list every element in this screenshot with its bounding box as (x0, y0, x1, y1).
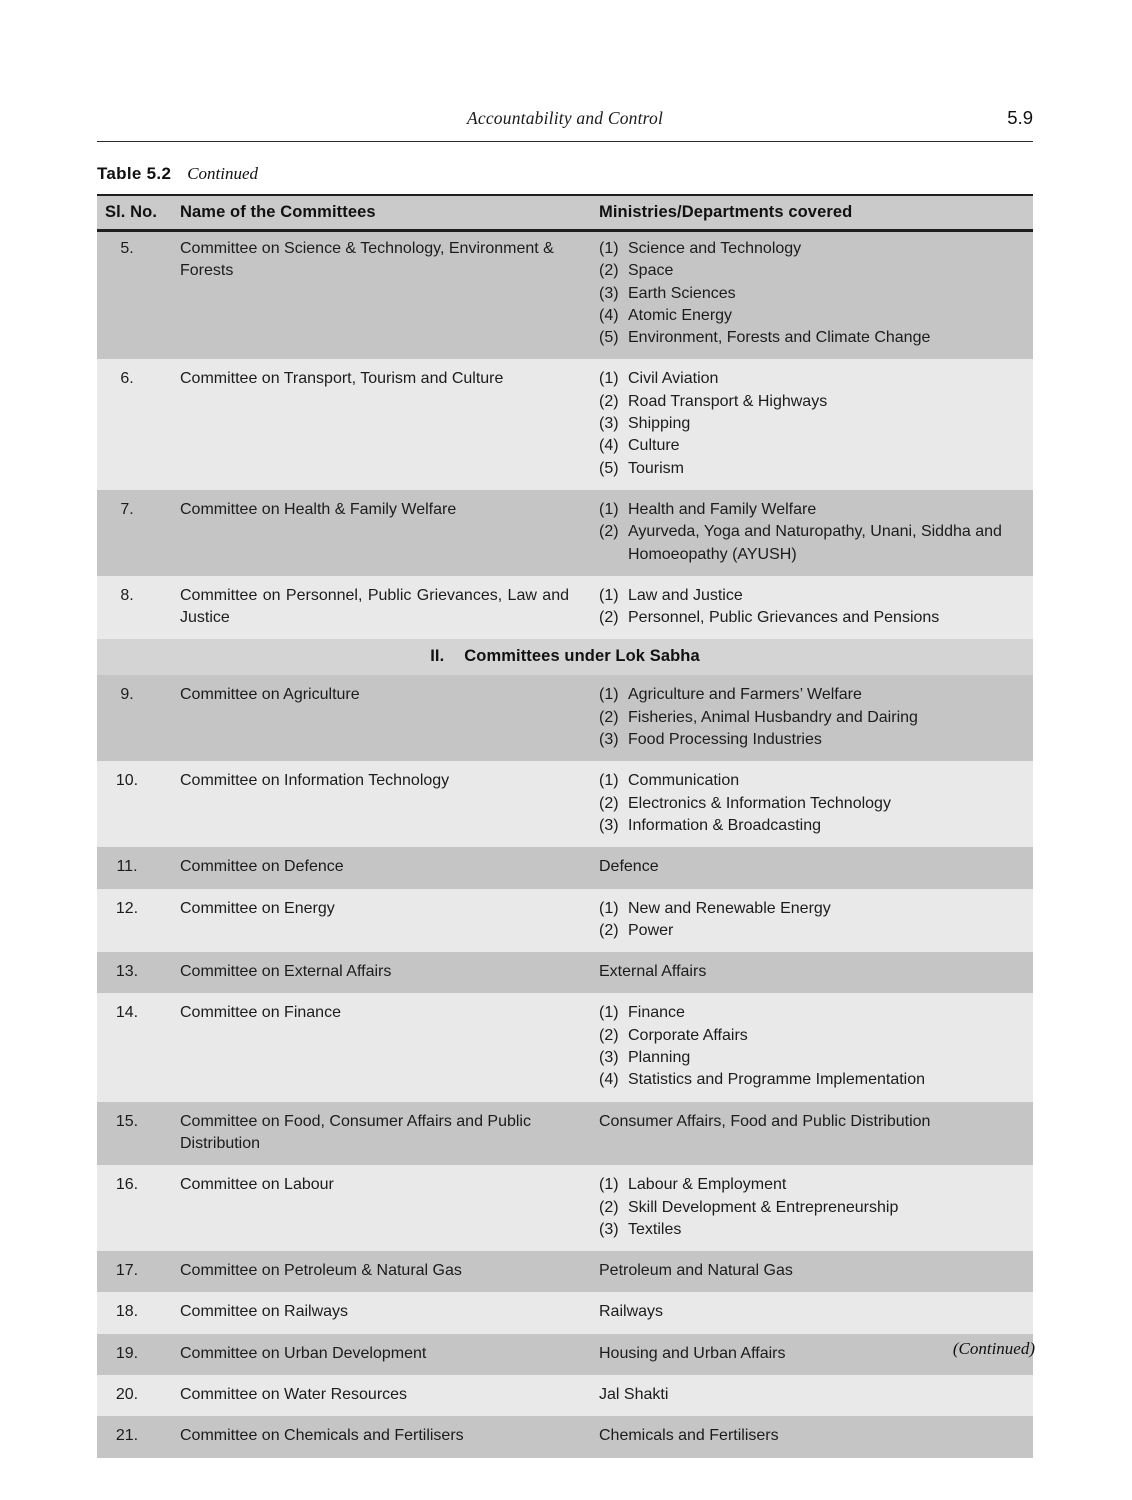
ministry-item: (2) Power (599, 920, 1025, 942)
ministry-item: (4) Culture (599, 435, 1025, 457)
ministry-item: Railways (599, 1303, 664, 1321)
ministry-item-number: (1) (599, 686, 619, 704)
cell-committee-name: Committee on Petroleum & Natural Gas (175, 1251, 595, 1292)
parliamentary-committees-table (97, 196, 1033, 1458)
cell-ministries (595, 1292, 1033, 1333)
ministry-item: (2) Space (599, 260, 1025, 282)
ministry-item-number: (2) (599, 262, 619, 280)
ministry-list (599, 585, 1025, 630)
ministry-item-number: (5) (599, 459, 619, 477)
cell-ministries (595, 1102, 1033, 1166)
cell-committee-name: Committee on Science & Technology, Environment & Forests (175, 229, 595, 359)
ministry-list (599, 684, 1025, 751)
ministry-item: (3) Shipping (599, 413, 1025, 435)
table-head (97, 196, 1033, 229)
cell-ministries (595, 1251, 1033, 1292)
column-header-committee-name: Name of the Committees (175, 196, 595, 229)
table-body (97, 229, 1033, 1458)
table-row (97, 1375, 1033, 1416)
cell-committee-name: Committee on Information Technology (175, 761, 595, 847)
ministry-item-number: (4) (599, 306, 619, 324)
ministry-item-number: (3) (599, 284, 619, 302)
cell-ministries (595, 761, 1033, 847)
cell-committee-name: Committee on Finance (175, 993, 595, 1101)
ministry-item: Petroleum and Natural Gas (599, 1262, 793, 1280)
ministry-list (599, 368, 1025, 479)
ministry-item-number: (3) (599, 816, 619, 834)
table-section-row (97, 639, 1033, 675)
table-caption (97, 164, 258, 184)
ministry-item: (2) Electronics & Information Technology (599, 793, 1025, 815)
running-head (97, 108, 1033, 142)
ministry-item-number: (2) (599, 1198, 619, 1216)
ministry-item: Housing and Urban Affairs (599, 1344, 786, 1362)
cell-sl-no: 19. (97, 1334, 175, 1375)
cell-sl-no: 5. (97, 229, 175, 359)
ministry-item-number: (2) (599, 708, 619, 726)
ministry-item: (1) Law and Justice (599, 585, 1025, 607)
ministry-item: (3) Information & Broadcasting (599, 815, 1025, 837)
table-row (97, 490, 1033, 576)
ministry-item-number: (2) (599, 794, 619, 812)
table-row (97, 761, 1033, 847)
table-container (97, 194, 1033, 1458)
ministry-item: (2) Road Transport & Highways (599, 391, 1025, 413)
ministry-item: (1) Agriculture and Farmers’ Welfare (599, 684, 1025, 706)
cell-ministries (595, 359, 1033, 489)
cell-ministries (595, 1375, 1033, 1416)
ministry-item-number: (3) (599, 731, 619, 749)
table-header-row (97, 196, 1033, 229)
ministry-item: (3) Earth Sciences (599, 283, 1025, 305)
ministry-item: Chemicals and Fertilisers (599, 1427, 779, 1445)
cell-committee-name: Committee on Food, Consumer Affairs and Public Distribution (175, 1102, 595, 1166)
cell-ministries (595, 952, 1033, 993)
ministry-item: (1) Civil Aviation (599, 368, 1025, 390)
ministry-item-number: (1) (599, 1176, 619, 1194)
cell-ministries (595, 576, 1033, 640)
ministry-item: (3) Food Processing Industries (599, 729, 1025, 751)
ministry-item-number: (3) (599, 415, 619, 433)
ministry-item: (5) Environment, Forests and Climate Change (599, 327, 1025, 349)
cell-ministries (595, 490, 1033, 576)
cell-sl-no: 7. (97, 490, 175, 576)
running-head-rule (97, 141, 1033, 142)
cell-committee-name: Committee on Health & Family Welfare (175, 490, 595, 576)
ministry-item-number: (1) (599, 772, 619, 790)
ministry-item-number: (3) (599, 1049, 619, 1067)
ministry-item: (1) Health and Family Welfare (599, 499, 1025, 521)
ministry-item: (4) Atomic Energy (599, 305, 1025, 327)
ministry-item-number: (1) (599, 1004, 619, 1022)
ministry-item-number: (2) (599, 921, 619, 939)
cell-sl-no: 10. (97, 761, 175, 847)
ministry-item: (2) Personnel, Public Grievances and Pensions (599, 607, 1025, 629)
cell-ministries (595, 675, 1033, 761)
ministry-list (599, 1002, 1025, 1091)
ministry-item-number: (2) (599, 609, 619, 627)
cell-sl-no: 12. (97, 889, 175, 953)
ministry-item: (2) Fisheries, Animal Husbandry and Dairing (599, 707, 1025, 729)
cell-committee-name: Committee on Urban Development (175, 1334, 595, 1375)
ministry-item: (3) Textiles (599, 1219, 1025, 1241)
ministry-item: (1) Science and Technology (599, 238, 1025, 260)
ministry-item-number: (5) (599, 329, 619, 347)
cell-sl-no: 17. (97, 1251, 175, 1292)
ministry-item: (1) Labour & Employment (599, 1174, 1025, 1196)
ministry-list (599, 770, 1025, 837)
footer-continued-note: (Continued) (952, 1339, 1035, 1358)
page-number: 5.9 (1007, 107, 1033, 128)
table-caption-continued: Continued (187, 164, 259, 183)
ministry-item: (4) Statistics and Programme Implementation (599, 1069, 1025, 1091)
ministry-item-number: (4) (599, 437, 619, 455)
ministry-item-number: (1) (599, 586, 619, 604)
cell-sl-no: 21. (97, 1416, 175, 1457)
table-row (97, 1165, 1033, 1251)
ministry-item: (1) Finance (599, 1002, 1025, 1024)
cell-committee-name: Committee on Energy (175, 889, 595, 953)
ministry-item: (2) Skill Development & Entrepreneurship (599, 1197, 1025, 1219)
ministry-item-number: (2) (599, 392, 619, 410)
ministry-item: External Affairs (599, 963, 707, 981)
column-header-sl-no: Sl. No. (97, 196, 175, 229)
section-heading (97, 639, 1033, 675)
section-number: II. (430, 647, 445, 666)
ministry-item: Jal Shakti (599, 1385, 669, 1403)
cell-committee-name: Committee on Water Resources (175, 1375, 595, 1416)
table-row (97, 229, 1033, 359)
ministry-item: Defence (599, 858, 659, 876)
cell-sl-no: 20. (97, 1375, 175, 1416)
cell-ministries (595, 1165, 1033, 1251)
ministry-item-number: (3) (599, 1220, 619, 1238)
column-header-ministries: Ministries/Departments covered (595, 196, 1033, 229)
cell-ministries (595, 889, 1033, 953)
cell-sl-no: 11. (97, 847, 175, 888)
cell-committee-name: Committee on Labour (175, 1165, 595, 1251)
cell-committee-name: Committee on Personnel, Public Grievances, Law and Justice (175, 576, 595, 640)
ministry-item-number: (1) (599, 899, 619, 917)
ministry-item: Consumer Affairs, Food and Public Distribution (599, 1112, 931, 1130)
table-caption-label: Table 5.2 (97, 164, 172, 183)
cell-committee-name: Committee on Transport, Tourism and Culture (175, 359, 595, 489)
table-row (97, 359, 1033, 489)
cell-sl-no: 13. (97, 952, 175, 993)
cell-sl-no: 14. (97, 993, 175, 1101)
ministry-item-number: (2) (599, 1026, 619, 1044)
ministry-item: (1) Communication (599, 770, 1025, 792)
cell-sl-no: 16. (97, 1165, 175, 1251)
table-row (97, 1102, 1033, 1166)
table-row (97, 993, 1033, 1101)
cell-committee-name: Committee on Chemicals and Fertilisers (175, 1416, 595, 1457)
cell-ministries (595, 847, 1033, 888)
ministry-item-number: (1) (599, 500, 619, 518)
table-row (97, 1251, 1033, 1292)
cell-sl-no: 8. (97, 576, 175, 640)
table-row (97, 847, 1033, 888)
table-row (97, 1292, 1033, 1333)
ministry-item: (3) Planning (599, 1047, 1025, 1069)
table-row (97, 675, 1033, 761)
ministry-item-number: (1) (599, 240, 619, 257)
ministry-list (599, 499, 1025, 566)
table-row (97, 889, 1033, 953)
cell-committee-name: Committee on Defence (175, 847, 595, 888)
running-head-title: Accountability and Control (466, 108, 664, 128)
section-title: Committees under Lok Sabha (464, 647, 700, 666)
ministry-item-number: (1) (599, 370, 619, 388)
cell-sl-no: 6. (97, 359, 175, 489)
table-row (97, 1416, 1033, 1457)
cell-committee-name: Committee on Agriculture (175, 675, 595, 761)
cell-ministries (595, 993, 1033, 1101)
ministry-list (599, 238, 1025, 349)
ministry-item: (1) New and Renewable Energy (599, 898, 1025, 920)
table-row (97, 1334, 1033, 1375)
cell-sl-no: 9. (97, 675, 175, 761)
cell-committee-name: Committee on External Affairs (175, 952, 595, 993)
ministry-item: (2) Corporate Affairs (599, 1025, 1025, 1047)
cell-ministries (595, 229, 1033, 359)
ministry-item: (2) Ayurveda, Yoga and Naturopathy, Unani, Siddha and Homoeopathy (AYUSH) (599, 523, 1002, 563)
table-header-rule (97, 229, 1033, 232)
ministry-item: (5) Tourism (599, 458, 1025, 480)
ministry-list (599, 1174, 1025, 1241)
cell-sl-no: 15. (97, 1102, 175, 1166)
ministry-item-number: (4) (599, 1071, 619, 1089)
cell-sl-no: 18. (97, 1292, 175, 1333)
table-row (97, 576, 1033, 640)
ministry-item-number: (2) (599, 523, 619, 541)
cell-ministries (595, 1416, 1033, 1457)
ministry-list (599, 898, 1025, 943)
table-row (97, 952, 1033, 993)
cell-committee-name: Committee on Railways (175, 1292, 595, 1333)
